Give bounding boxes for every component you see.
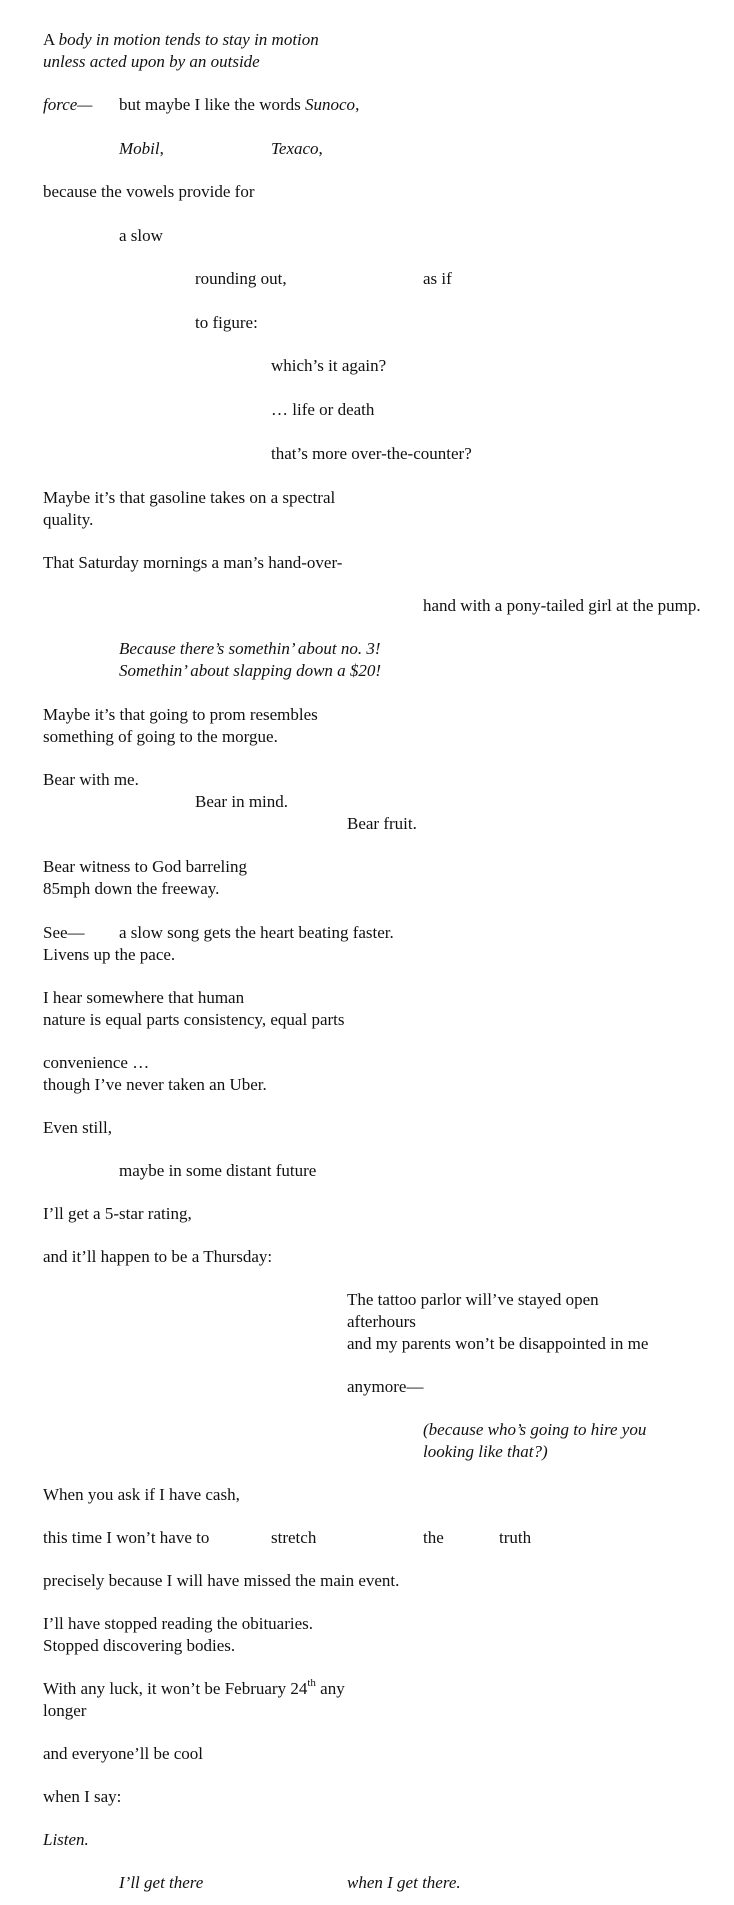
poem-line: longer: [43, 1701, 87, 1720]
poem-line: stretch: [271, 1528, 317, 1547]
poem-text: but maybe I like the words: [119, 95, 306, 114]
poem-line: [119, 94, 359, 116]
poem-line: Listen.: [43, 1830, 89, 1849]
poem-line: afterhours: [347, 1312, 416, 1331]
poem-line: I’ll have stopped reading the obituaries.: [43, 1614, 314, 1633]
poem-line: and it’ll happen to be a Thursday:: [43, 1247, 273, 1266]
poem-line: … life or death: [271, 400, 375, 419]
poem-line: when I say:: [43, 1787, 122, 1806]
poem-line: when I get there.: [347, 1873, 461, 1892]
poem-line: Livens up the pace.: [43, 945, 176, 964]
poem-line: which’s it again?: [271, 356, 387, 375]
poem-line: to figure:: [195, 313, 258, 332]
poem-line: See—: [43, 923, 85, 942]
poem-text: any: [315, 1679, 345, 1698]
poem-line: and my parents won’t be disappointed in me: [347, 1334, 649, 1353]
poem-text: A: [43, 30, 59, 49]
poem-line: this time I won’t have to: [43, 1528, 210, 1547]
poem-line: convenience …: [43, 1053, 150, 1072]
poem-line: the: [423, 1528, 444, 1547]
poem-line: nature is equal parts consistency, equal parts: [43, 1010, 345, 1029]
poem-line: That Saturday mornings a man’s hand-over-: [43, 553, 343, 572]
poem-line: Even still,: [43, 1118, 112, 1137]
poem-line: 85mph down the freeway.: [43, 879, 220, 898]
poem-line: and everyone’ll be cool: [43, 1744, 204, 1763]
poem-line: truth: [499, 1528, 532, 1547]
poem-line: Bear with me.: [43, 770, 139, 789]
poem-text-italic: Sunoco: [305, 95, 356, 114]
poem-line: [43, 29, 319, 51]
poem-line: though I’ve never taken an Uber.: [43, 1075, 267, 1094]
poem-line: something of going to the morgue.: [43, 727, 278, 746]
poem-line: When you ask if I have cash,: [43, 1485, 240, 1504]
poem-line: hand with a pony-tailed girl at the pump.: [423, 596, 701, 615]
poem-line: that’s more over-the-counter?: [271, 444, 472, 463]
poem-line: because the vowels provide for: [43, 182, 255, 201]
poem-line: I’ll get a 5-star rating,: [43, 1204, 192, 1223]
poem-text-italic: Mobil: [119, 139, 160, 158]
poem-line: Bear in mind.: [195, 792, 289, 811]
poem-line: looking like that?): [423, 1442, 548, 1461]
poem-text-italic: body in motion tends to stay in motion: [58, 30, 319, 49]
poem-line: quality.: [43, 510, 94, 529]
poem-line: anymore—: [347, 1377, 424, 1396]
poem-line: I hear somewhere that human: [43, 988, 245, 1007]
poem-text: ,: [318, 139, 323, 158]
poem-line: [271, 138, 323, 160]
poem-line: Somethin’ about slapping down a $20!: [119, 661, 382, 680]
poem-line: Bear fruit.: [347, 814, 417, 833]
poem-line: Maybe it’s that going to prom resembles: [43, 705, 318, 724]
poem-line: Stopped discovering bodies.: [43, 1636, 236, 1655]
poem-line: (because who’s going to hire you: [423, 1420, 647, 1439]
poem-line: I’ll get there: [119, 1873, 204, 1892]
poem-line: force—: [43, 95, 93, 114]
poem-line: rounding out,: [195, 269, 287, 288]
poem-line: a slow song gets the heart beating faster.: [119, 923, 394, 942]
poem-text: With any luck, it won’t be February 24: [43, 1679, 308, 1698]
poem-text: ,: [159, 139, 164, 158]
poem-line: a slow: [119, 226, 163, 245]
poem-superscript: th: [307, 1677, 316, 1690]
poem-line: Bear witness to God barreling: [43, 857, 247, 876]
poem-text: ,: [355, 95, 360, 114]
poem-line: unless acted upon by an outside: [43, 52, 260, 71]
poem-line: as if: [423, 269, 452, 288]
poem-line: precisely because I will have missed the main event.: [43, 1571, 400, 1590]
poem-line: The tattoo parlor will’ve stayed open: [347, 1290, 599, 1309]
poem-line: Because there’s somethin’ about no. 3!: [119, 639, 381, 658]
poem-line: [43, 1678, 345, 1700]
poem-line: [119, 138, 164, 160]
poem-line: Maybe it’s that gasoline takes on a spectral: [43, 488, 336, 507]
poem-line: maybe in some distant future: [119, 1161, 317, 1180]
poem-text-italic: Texaco: [271, 139, 319, 158]
